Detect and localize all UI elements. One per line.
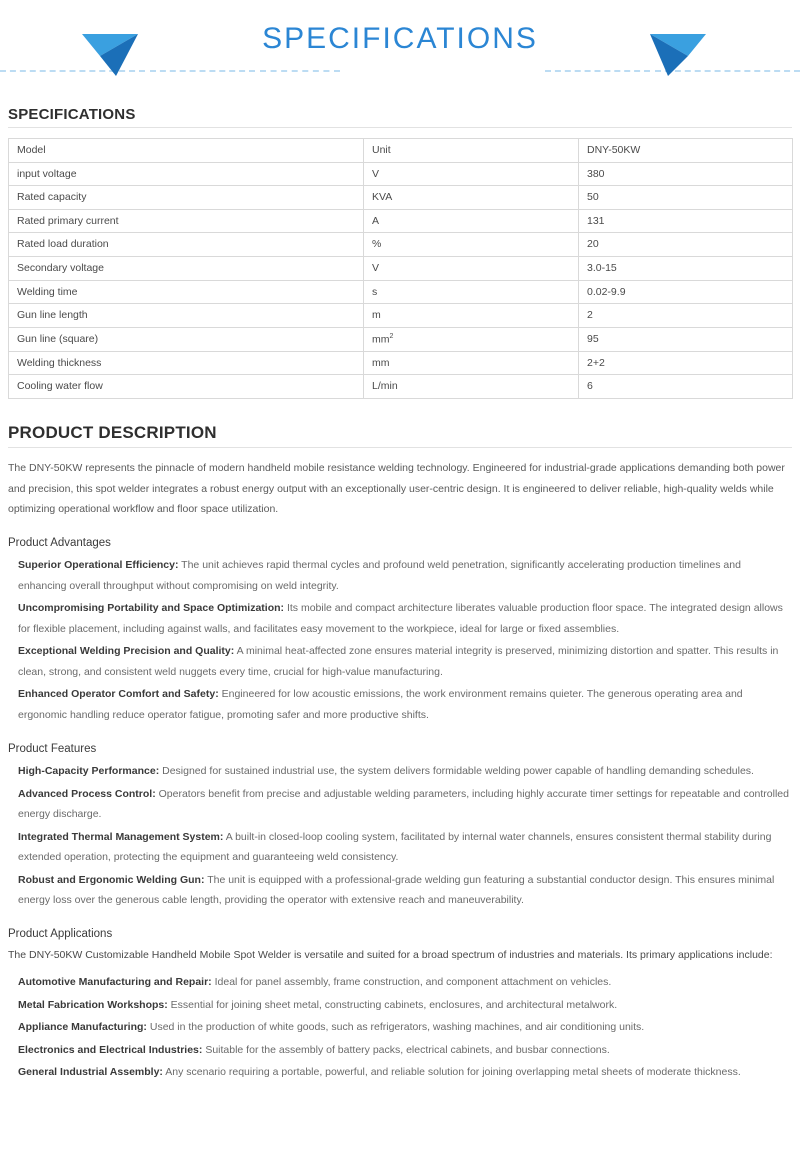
spec-unit: KVA <box>364 186 579 210</box>
list-item-title: Electronics and Electrical Industries: <box>18 1043 203 1056</box>
list-item-title: Integrated Thermal Management System: <box>18 830 224 843</box>
spec-name: Welding time <box>9 280 364 304</box>
spec-unit: A <box>364 209 579 233</box>
table-row <box>9 186 793 210</box>
list-item-title: Metal Fabrication Workshops: <box>18 998 168 1011</box>
product-advantages-heading: Product Advantages <box>8 537 111 550</box>
specifications-heading-rule <box>8 127 792 128</box>
list-item-title: Superior Operational Efficiency: <box>18 559 179 572</box>
list-item-title: Exceptional Welding Precision and Quality: <box>18 645 235 658</box>
spec-unit: % <box>364 233 579 257</box>
list-item <box>18 1017 792 1037</box>
list-item-title: Uncompromising Portability and Space Optimization: <box>18 602 285 615</box>
product-intro-paragraph: The DNY-50KW represents the pinnacle of modern handheld mobile resistance welding technology. Engineered for industrial-grade applications demanding both power and precision, this spot welder integrates a robust energy output with an exceptionally user-centric design. It is engineered to deliver reliable, high-quality welds while optimizing operational workflow and floor space utilization. <box>8 462 785 515</box>
list-item-title: High-Capacity Performance: <box>18 765 160 778</box>
list-item-text: The unit is equipped with a professional-grade welding gun featuring a substantial conductor design. This ensures minimal energy loss over the generous cable length, providing the operator with extensive reach and maneuverability. <box>18 873 775 906</box>
list-item-title: Robust and Ergonomic Welding Gun: <box>18 873 205 886</box>
table-row <box>9 327 793 351</box>
table-row <box>9 375 793 399</box>
table-row <box>9 351 793 375</box>
list-item <box>18 1040 792 1060</box>
spec-unit: V <box>364 162 579 186</box>
spec-name: Gun line (square) <box>9 327 364 351</box>
list-item-text: Its mobile and compact architecture liberates valuable production floor space. The integrated design allows for flexible placement, including against walls, and facilitates easy movement to the workpiece, ideal for large or fixed assemblies. <box>18 602 783 635</box>
banner-dash-mid-right <box>545 70 650 72</box>
spec-unit-superscript: 2 <box>389 332 394 340</box>
spec-value: 2+2 <box>579 351 793 375</box>
spec-name: Rated load duration <box>9 233 364 257</box>
spec-unit: L/min <box>364 375 579 399</box>
spec-value: 380 <box>579 162 793 186</box>
page-title: SPECIFICATIONS <box>262 22 538 55</box>
table-row <box>9 162 793 186</box>
product-description-section <box>0 423 800 1083</box>
list-item-text: Ideal for panel assembly, frame construction, and component attachment on vehicles. <box>211 976 612 989</box>
list-item <box>18 684 792 725</box>
list-item <box>18 1062 792 1082</box>
spec-name: input voltage <box>9 162 364 186</box>
list-item <box>18 761 792 781</box>
table-header-cell-unit: Unit <box>364 139 579 163</box>
list-item-text: Used in the production of white goods, such as refrigerators, washing machines, and air conditioning units. <box>146 1021 645 1034</box>
table-row <box>9 233 793 257</box>
spec-unit: V <box>364 256 579 280</box>
list-item <box>18 784 792 825</box>
spec-value: 6 <box>579 375 793 399</box>
spec-unit: mm <box>364 351 579 375</box>
table-header-cell-model: Model <box>9 139 364 163</box>
specifications-heading: SPECIFICATIONS <box>8 106 136 123</box>
list-item-text: Essential for joining sheet metal, constructing cabinets, enclosures, and architectural metalwork. <box>167 998 618 1011</box>
list-item <box>18 598 792 639</box>
table-header-row <box>9 139 793 163</box>
banner-dash-mid-left <box>150 70 255 72</box>
banner-dash-center-left <box>260 70 340 72</box>
spec-value: 3.0-15 <box>579 256 793 280</box>
specifications-section <box>0 106 800 399</box>
list-item-title: General Industrial Assembly: <box>18 1066 163 1079</box>
product-features-list <box>8 761 792 910</box>
list-item-text: A minimal heat-affected zone ensures material integrity is preserved, minimizing distortion and spatter. This results in clean, strong, and consistent weld nuggets every time, crucial for high-value manufacturing. <box>18 645 779 678</box>
spec-name: Rated primary current <box>9 209 364 233</box>
spec-unit-text: mm <box>372 333 390 346</box>
list-item-text: Designed for sustained industrial use, the system delivers formidable welding power capable of handling demanding schedules. <box>159 765 754 778</box>
table-row <box>9 280 793 304</box>
table-row <box>9 304 793 328</box>
specifications-table <box>8 138 793 399</box>
table-header-cell-value: DNY-50KW <box>579 139 793 163</box>
product-applications-heading: Product Applications <box>8 928 113 941</box>
spec-value: 95 <box>579 327 793 351</box>
spec-value: 131 <box>579 209 793 233</box>
list-item <box>18 870 792 911</box>
list-item-text: A built-in closed-loop cooling system, facilitated by internal water channels, ensures consistent thermal stability during extended operation, protecting the equipment and guaranteeing weld consistency. <box>18 830 772 864</box>
spec-name: Cooling water flow <box>9 375 364 399</box>
list-item <box>18 555 792 596</box>
list-item <box>18 827 792 868</box>
spec-name: Secondary voltage <box>9 256 364 280</box>
spec-name: Welding thickness <box>9 351 364 375</box>
list-item-text: Any scenario requiring a portable, powerful, and reliable solution for joining overlapping metal sheets of moderate thickness. <box>162 1066 741 1079</box>
product-applications-list <box>8 972 792 1082</box>
spec-unit <box>364 327 579 351</box>
spec-unit: s <box>364 280 579 304</box>
product-applications-lead: The DNY-50KW Customizable Handheld Mobile Spot Welder is versatile and suited for a broad spectrum of industries and materials. Its primary applications include: <box>8 949 773 962</box>
spec-value: 0.02-9.9 <box>579 280 793 304</box>
page-banner <box>0 0 800 88</box>
spec-name: Gun line length <box>9 304 364 328</box>
list-item-title: Advanced Process Control: <box>18 787 156 800</box>
list-item-title: Appliance Manufacturing: <box>18 1021 147 1034</box>
table-row <box>9 256 793 280</box>
list-item-text: Engineered for low acoustic emissions, the work environment remains quieter. The generous operating area and ergonomic handling reduce operator fatigue, promoting safer and more productive shifts. <box>18 688 743 721</box>
product-description-heading: PRODUCT DESCRIPTION <box>8 423 217 443</box>
product-description-heading-rule <box>8 447 792 448</box>
spec-name: Rated capacity <box>9 186 364 210</box>
spec-unit: m <box>364 304 579 328</box>
list-item-title: Enhanced Operator Comfort and Safety: <box>18 688 219 701</box>
list-item <box>18 995 792 1015</box>
spec-value: 20 <box>579 233 793 257</box>
spec-value: 2 <box>579 304 793 328</box>
page-bottom-spacer <box>0 1085 800 1155</box>
list-item-text: Operators benefit from precise and adjustable welding parameters, including highly accurate timer settings for repeatable and controlled energy discharge. <box>18 787 789 821</box>
list-item-text: Suitable for the assembly of battery packs, electrical cabinets, and busbar connections. <box>202 1043 610 1056</box>
product-features-heading: Product Features <box>8 743 97 756</box>
spec-value: 50 <box>579 186 793 210</box>
table-row <box>9 209 793 233</box>
list-item <box>18 972 792 992</box>
list-item-title: Automotive Manufacturing and Repair: <box>18 976 212 989</box>
list-item-text: The unit achieves rapid thermal cycles and profound weld penetration, significantly accelerating production timelines and enhancing overall throughput without compromising on weld integrity. <box>18 559 741 592</box>
list-item <box>18 641 792 682</box>
product-advantages-list <box>8 555 792 725</box>
